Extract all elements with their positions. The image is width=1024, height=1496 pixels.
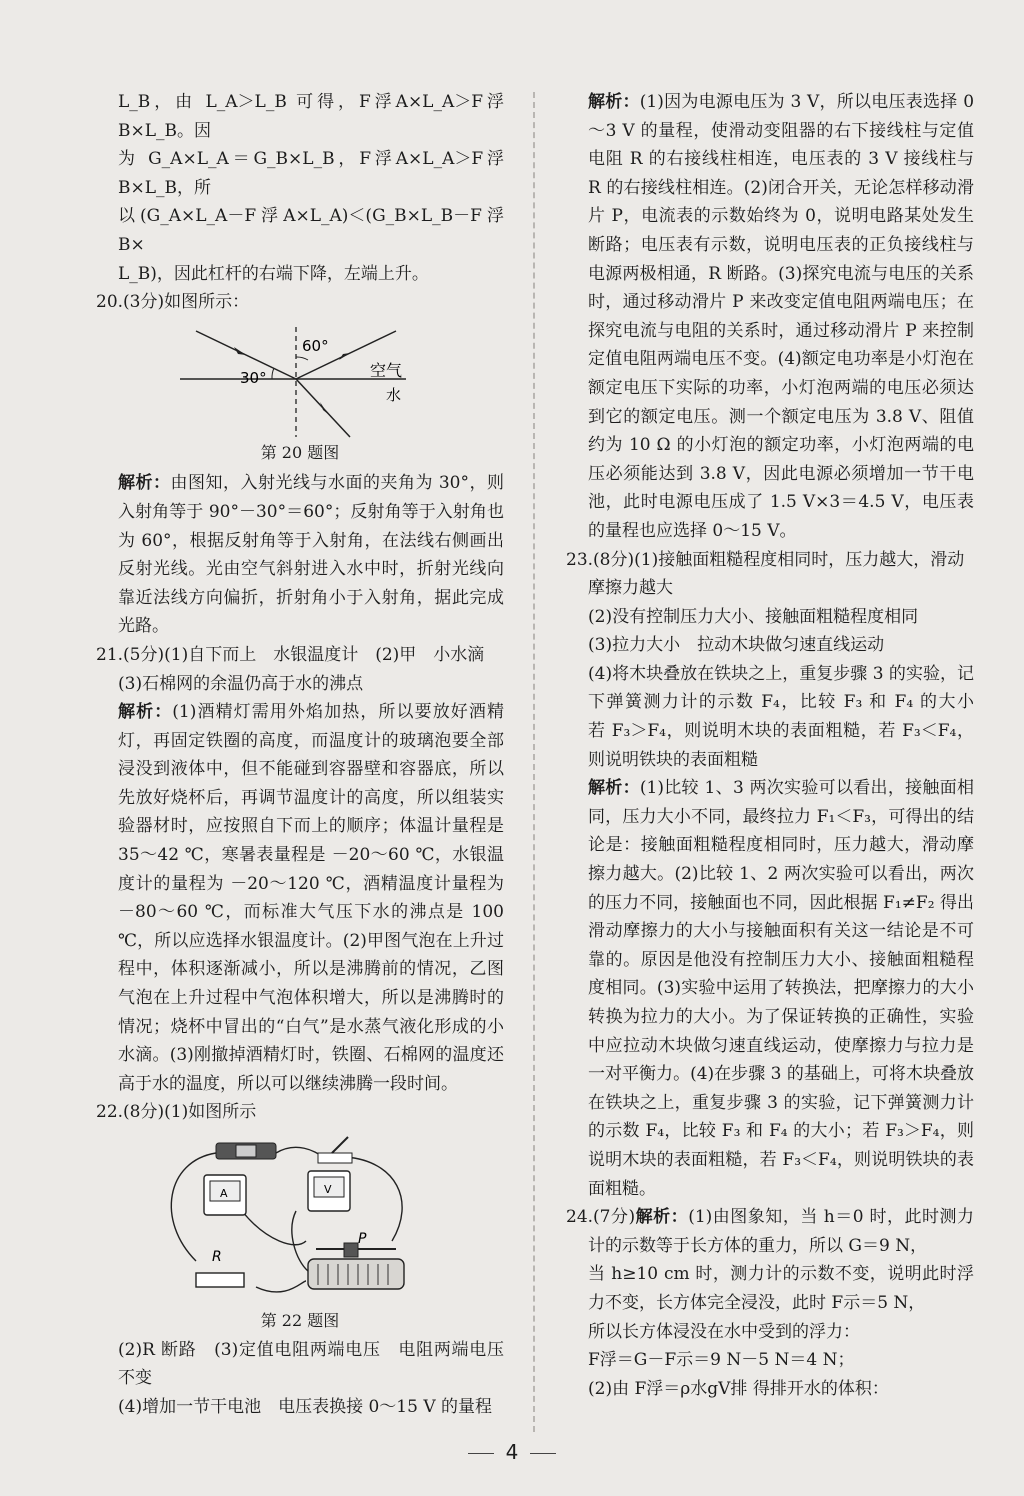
- q23-answer-3: (3)拉力大小 拉动木块做匀速直线运动: [588, 635, 885, 656]
- left-column: [96, 88, 504, 1421]
- right-column: [566, 88, 991, 1403]
- q19-line-3: 以(G_A×L_A－F浮A×L_A)＜(G_B×L_B－F浮B×: [118, 206, 504, 255]
- wire-bottom: [256, 1281, 306, 1292]
- figure-20-caption: 第 20 题图: [260, 442, 340, 462]
- q24-heading: [566, 1203, 974, 1260]
- resistor-label: R: [212, 1249, 222, 1265]
- q21-analysis: [96, 698, 504, 1098]
- q24-analysis-text: (1)由图象知，当 h＝0 时，此时测力计的示数等于长方体的重力，所以 G＝9 N，: [588, 1207, 974, 1256]
- q22-analysis-text: (1)因为电源电压为 3 V，所以电压表选择 0～3 V 的量程，使滑动变阻器的右下接线柱与定值电阻 R 的右接线柱相连，电压表的 3 V 接线柱与 R 的右接线柱相连。(2)闭合开关，无论怎样移动滑片 P，电流表的示数始终为 0，说明电路某处发生断路；电压表有示数，说明电压表的正负接线柱与电源两极相通，R 断路。(3)探究电流与电压的关系时，通过移动滑片 P 来改变定值电阻两端电压；在探究电流与电阻的关系时，通过移动滑片 P 来控制定值电阻两端电压不变。(4)额定电功率是小灯泡在额定电压下实际的功率，小灯泡两端的电压必须达到它的额定电压。测一个额定电压为 3.8 V、阻值约为 10 Ω 的小灯泡的额定功率，小灯泡两端的电压必须能达到 3.8 V，因此电源必须增加一节干电池，此时电源电压成了 1.5 V×3＝4.5 V，电压表的量程也应选择 0～15 V。: [588, 92, 975, 541]
- q19-continuation: [96, 88, 504, 288]
- q23-heading: 23.(8分)(1)接触面粗糙程度相同时，压力越大，滑动摩擦力越大: [566, 549, 965, 599]
- reflected-arrow: [339, 353, 350, 360]
- q24-line-3: F浮＝G－F示＝9 N－5 N＝4 N；: [588, 1350, 855, 1371]
- q19-line-1: L_B，由 L_A＞L_B 可得，F浮A×L_A＞F浮B×L_B。因: [118, 92, 504, 141]
- q24-line-2: 所以长方体浸没在水中受到的浮力：: [588, 1321, 860, 1342]
- q20-heading: 20.(3分)如图所示：: [96, 292, 250, 313]
- q23-answer-4: (4)将木块叠放在铁块之上，重复步骤 3 的实验，记下弹簧测力计的示数 F₄，比较 F₃ 和 F₄ 的大小 若 F₃＞F₄，则说明木块的表面粗糙，若 F₃＜F₄，则说明铁块的表面粗糙: [588, 663, 991, 770]
- q24-line-1: 当 h≥10 cm 时，测力计的示数不变，说明此时浮力不变，长方体完全浸没，此时 F示＝5 N，: [588, 1264, 974, 1313]
- q20-analysis: [96, 469, 504, 641]
- wire-top: [276, 1147, 322, 1157]
- rheostat-icon: [308, 1259, 404, 1289]
- q23-answer-2: (2)没有控制压力大小、接触面粗糙程度相同: [588, 606, 919, 627]
- resistor-icon: [196, 1273, 244, 1287]
- q19-line-4: L_B)，因此杠杆的右端下降，左端上升。: [118, 263, 429, 284]
- figure-22-caption: 第 22 题图: [260, 1311, 340, 1330]
- q20-analysis-text: 由图知，入射光线与水面的夹角为 30°，则入射角等于 90°－30°＝60°；反射角等于入射角也为 60°，根据反射角等于入射角，在法线右侧画出反射光线。光由空气斜射进入水中时，折射光线向靠近法线方向偏折，折射角小于入射角，据此完成光路。: [118, 473, 504, 637]
- angle-60-label: 60°: [302, 336, 329, 355]
- angle-arc-60: [296, 357, 308, 360]
- q21-heading: 21.(5分)(1)自下而上 水银温度计 (2)甲 小水滴 (3)石棉网的余温仍高于水的沸点: [96, 644, 502, 694]
- figure-22: [96, 1131, 504, 1307]
- air-label: 空气: [370, 360, 403, 380]
- light-path-diagram: [96, 321, 504, 439]
- q19-line-2: 为 G_A×L_A＝G_B×L_B，F浮A×L_A＞F浮B×L_B，所: [118, 149, 504, 198]
- q24-number: 24.(7分): [566, 1207, 636, 1228]
- column-divider: [533, 92, 535, 1432]
- angle-30-label: 30°: [240, 368, 267, 387]
- water-label: 水: [386, 385, 402, 404]
- q24-line-4: (2)由 F浮＝ρ水gV排 得排开水的体积：: [588, 1378, 889, 1399]
- refracted-arrow: [320, 402, 328, 414]
- q20-analysis-label: 解析：: [118, 473, 171, 494]
- q23-analysis-label: 解析：: [588, 778, 640, 799]
- voltmeter-symbol: V: [324, 1183, 332, 1196]
- wire-right: [346, 1157, 402, 1241]
- q22-analysis: [566, 88, 974, 546]
- ammeter-symbol: A: [220, 1187, 228, 1200]
- angle-arc-30: [272, 368, 274, 379]
- page-number-dash-left: [468, 1453, 494, 1454]
- q22-analysis-label: 解析：: [588, 92, 640, 112]
- page-number-value: 4: [505, 1440, 519, 1464]
- q21-analysis-text: (1)酒精灯需用外焰加热，所以要放好酒精灯，再固定铁圈的高度，而温度计的玻璃泡要全部浸没到液体中，但不能碰到容器壁和容器底，所以先放好烧杯后，再调节温度计的高度，所以组装实验器材时，应按照自下而上的顺序；体温计量程是 35～42 ℃，寒暑表量程是 －20～60 ℃，水银温度计的量程为 －20～120 ℃，酒精温度计量程为 －80～60 ℃，而标准大气压下水的沸点是 100 ℃，所以应选择水银温度计。(2)甲图气泡在上升过程中，体积逐渐减小，所以是沸腾前的情况，乙图气泡在上升过程中气泡体积增大，所以是沸腾时的情况；烧杯中冒出的“白气”是水蒸气液化形成的小水滴。(3)刚撤掉酒精灯时，铁圈、石棉网的温度还高于水的温度，所以可以继续沸腾一段时间。: [118, 702, 504, 1094]
- switch-icon: [318, 1153, 352, 1163]
- wire-mid: [242, 1211, 306, 1245]
- q23-analysis: [566, 774, 974, 1203]
- q22-answer-4: (4)增加一节干电池 电压表换接 0～15 V 的量程: [118, 1396, 493, 1417]
- page-number-dash-right: [530, 1453, 556, 1454]
- q24-analysis-label: 解析：: [635, 1207, 689, 1228]
- q23-analysis-text: (1)比较 1、3 两次实验可以看出，接触面相同，压力大小不同，最终拉力 F₁＜F₃，可得出的结论是：接触面粗糙程度相同时，压力越大，滑动摩擦力越大。(2)比较 1、2 两次实验可以看出，两次的压力不同，接触面也不同，因此根据 F₁≠F₂ 得出滑动摩擦力的大小与接触面积有关这一结论是不可靠的。原因是他没有控制压力大小、接触面粗糙程度相同。(3)实验中运用了转换法，把摩擦力的大小转换为拉力的大小。为了保证转换的正确性，实验中应拉动木块做匀速直线运动，使摩擦力与拉力是一对平衡力。(4)在步骤 3 的基础上，可将木块叠放在铁块之上，重复步骤 3 的实验，记下弹簧测力计的示数 F₄，比较 F₃ 和 F₄ 的大小；若 F₃＞F₄，则说明木块的表面粗糙，若 F₃＜F₄，则说明铁块的表面粗糙。: [588, 778, 974, 1199]
- q22-heading: 22.(8分)(1)如图所示: [96, 1102, 257, 1123]
- q22-answer-2-3: (2)R 断路 (3)定值电阻两端电压 电阻两端电压不变: [118, 1339, 504, 1389]
- slider-label: P: [358, 1231, 367, 1247]
- figure-20: [96, 321, 504, 439]
- circuit-diagram: [96, 1131, 504, 1307]
- page-number: [0, 1440, 1024, 1464]
- q21-analysis-label: 解析：: [118, 702, 173, 723]
